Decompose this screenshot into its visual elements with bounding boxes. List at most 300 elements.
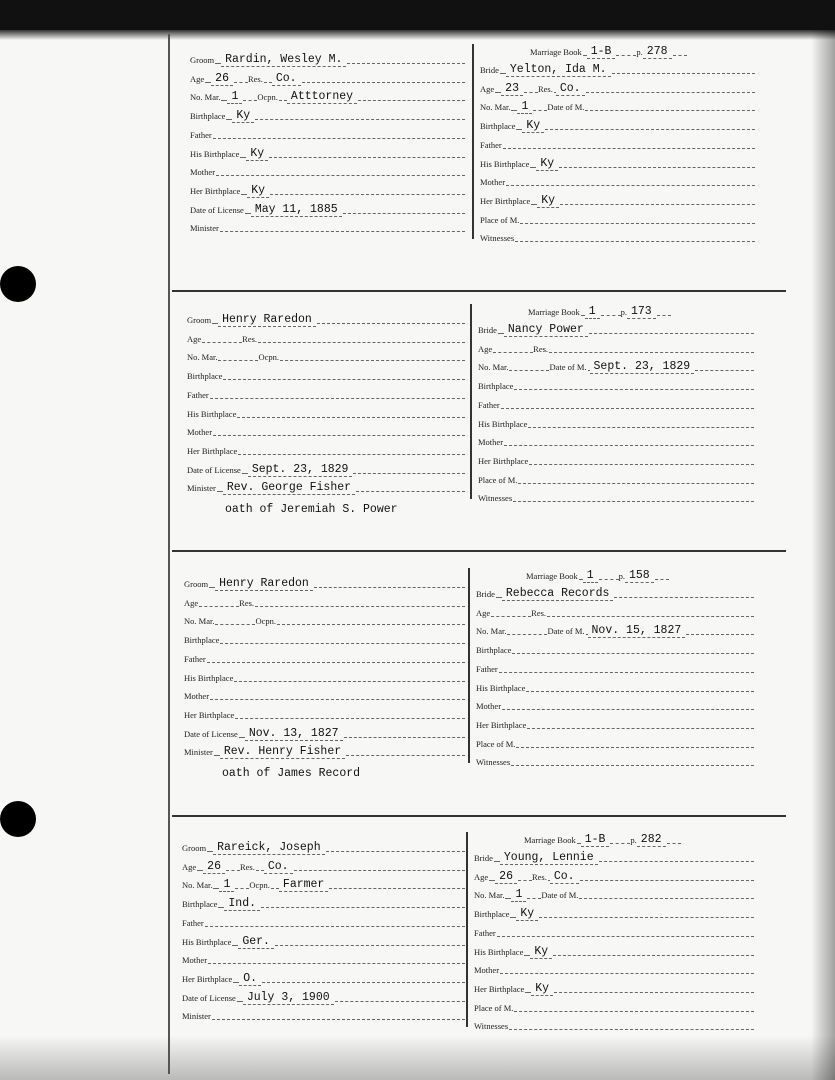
fill-line [210, 397, 465, 399]
fill-line [518, 879, 532, 881]
field-label: Age [187, 333, 202, 344]
fill-line [614, 596, 754, 598]
field-label: No. Mar. [182, 880, 213, 891]
bride-no-mar-row [480, 99, 755, 114]
field-label: Date of M. [549, 362, 587, 373]
fill-line [516, 746, 754, 748]
groom-age-row [187, 331, 465, 346]
groom-age-row [184, 595, 465, 610]
marriage-book-number: 1 [585, 305, 600, 319]
bride-place-of-m-row [474, 1000, 754, 1015]
bride-her-birthplace-row [480, 193, 755, 208]
groom-birthplace-value: Ky [232, 109, 254, 123]
field-label: Mother [474, 965, 500, 976]
field-label: Birthplace [474, 909, 510, 920]
field-label: Her Birthplace [187, 445, 238, 456]
field-label: Date of M. [547, 626, 585, 637]
groom-father-row [187, 387, 465, 402]
fill-line [271, 887, 279, 889]
groom-date-of-license-row [184, 726, 465, 741]
fill-line [539, 916, 754, 918]
fill-line [256, 869, 264, 871]
bride-name-value: Rebecca Records [502, 587, 614, 601]
fill-line [509, 369, 549, 371]
fill-line [616, 54, 636, 56]
fill-line [270, 193, 465, 195]
fill-line [218, 359, 258, 361]
field-label: His Birthplace [182, 936, 232, 947]
field-label: Her Birthplace [480, 195, 531, 206]
field-label: Her Birthplace [190, 185, 241, 196]
field-label: Minister [187, 483, 216, 494]
field-label: Groom [187, 315, 212, 325]
field-label: Res. [239, 597, 255, 608]
field-label: Bride [476, 589, 495, 599]
fill-line [589, 332, 754, 334]
field-label: Age [480, 83, 495, 94]
field-label: No. Mar. [476, 626, 507, 637]
scan-top-border [0, 0, 835, 30]
field-label: Res. [239, 861, 255, 872]
fill-line [329, 887, 465, 889]
bride-no-mar-date_of_m-value: Nov. 15, 1827 [588, 624, 686, 638]
bride-no-mar-row [478, 359, 754, 374]
field-label: His Birthplace [187, 408, 237, 419]
field-label: Her Birthplace [474, 983, 525, 994]
bride-name-value: Nancy Power [504, 323, 588, 337]
marriage-book-row [524, 832, 746, 847]
field-label: Birthplace [478, 381, 514, 392]
field-label: Res. [247, 73, 263, 84]
groom-minister-row [184, 744, 465, 759]
fill-line [220, 642, 465, 644]
bride-witnesses-row [480, 230, 755, 245]
groom-mother-row [182, 952, 465, 967]
groom-name-row [184, 576, 465, 591]
bride-place-of-m-row [478, 472, 754, 487]
fill-line [208, 962, 465, 964]
marriage-book-number: 1 [583, 569, 598, 583]
bride-name-value: Young, Lennie [500, 851, 598, 865]
bride-his-birthplace-value: Ky [530, 945, 552, 959]
groom-age-value: 26 [211, 72, 233, 86]
field-label: Father [474, 927, 496, 938]
field-label: Res. [533, 343, 549, 354]
field-label: Her Birthplace [476, 719, 527, 730]
fill-line [234, 680, 465, 682]
groom-minister-row [187, 480, 465, 495]
field-label: Groom [190, 55, 215, 65]
groom-date-of-license-row [190, 202, 465, 217]
groom-date-of-license-value: May 11, 1885 [251, 203, 342, 217]
bride-no-mar-date_of_m-value: Sept. 23, 1829 [590, 360, 695, 374]
fill-line [514, 388, 754, 390]
fill-line [599, 860, 754, 862]
field-label: Age [474, 871, 489, 882]
fill-line [497, 935, 754, 937]
fill-line [358, 99, 465, 101]
fill-line [560, 203, 755, 205]
bride-place-of-m-row [480, 212, 755, 227]
fill-line [317, 322, 465, 324]
fill-line [533, 109, 547, 111]
bride-his-birthplace-value: Ky [536, 157, 558, 171]
groom-his-birthplace-value: Ger. [238, 935, 274, 949]
fill-line [528, 426, 754, 428]
field-label: Place of M. [474, 1002, 514, 1013]
fill-line [527, 727, 754, 729]
groom-age-value: 26 [203, 860, 225, 874]
groom-name-row [190, 52, 465, 67]
fill-line [235, 887, 249, 889]
fill-line [526, 690, 754, 692]
field-label: His Birthplace [184, 672, 234, 683]
fill-line [237, 416, 465, 418]
fill-line [504, 444, 754, 446]
field-label: Witnesses [476, 757, 511, 768]
fill-line [216, 174, 465, 176]
groom-name-row [182, 840, 465, 855]
field-label: Father [478, 399, 500, 410]
field-label: Ocpn. [255, 616, 277, 627]
groom-her-birthplace-row [187, 443, 465, 458]
groom-no-mar-ocpn-value: Farmer [279, 878, 328, 892]
bride-mother-row [476, 698, 754, 713]
fill-line [202, 341, 242, 343]
field-label: Mother [478, 437, 504, 448]
groom-her-birthplace-row [190, 183, 465, 198]
fill-line [238, 453, 465, 455]
groom-minister-row [190, 220, 465, 235]
field-label: Age [184, 597, 199, 608]
fill-line [255, 605, 465, 607]
card-separator [172, 550, 786, 552]
field-label: No. Mar. [190, 92, 221, 103]
field-label: Father [480, 139, 502, 150]
fill-line [353, 472, 465, 474]
field-label: His Birthplace [474, 946, 524, 957]
marriage-book-page: 282 [637, 833, 666, 847]
marriage-book-row [526, 568, 746, 583]
fill-line [507, 633, 547, 635]
field-label: Groom [182, 843, 207, 853]
fill-line [511, 764, 754, 766]
groom-age-row [182, 859, 465, 874]
fill-line [235, 717, 465, 719]
groom-name-value: Henry Raredon [218, 313, 316, 327]
field-label: Marriage Book [530, 47, 582, 57]
bride-birthplace-row [474, 906, 754, 921]
card-separator [172, 815, 786, 817]
fill-line [493, 351, 533, 353]
groom-no-mar-row [187, 349, 465, 364]
bride-name-value: Yelton, Ida M. [506, 63, 611, 77]
field-label: Bride [480, 65, 499, 75]
bride-father-row [476, 661, 754, 676]
field-label: No. Mar. [480, 102, 511, 113]
fill-line [509, 1028, 754, 1030]
bride-no-mar-row [476, 623, 754, 638]
fill-line [586, 91, 755, 93]
groom-his-birthplace-row [184, 670, 465, 685]
marriage-book-row [530, 44, 747, 59]
bride-name-row [480, 62, 755, 77]
groom-no-mar-value: 1 [227, 90, 242, 104]
bride-birthplace-value: Ky [516, 907, 538, 921]
bride-age-row [478, 341, 754, 356]
groom-no-mar-row [182, 877, 465, 892]
field-label: Witnesses [478, 493, 513, 504]
fill-line [491, 615, 531, 617]
field-label: Groom [184, 579, 209, 589]
fill-line [226, 869, 240, 871]
fill-line [599, 578, 619, 580]
fill-line [499, 671, 754, 673]
field-label: Res. [242, 333, 258, 344]
fill-line [601, 314, 621, 316]
field-label: Birthplace [184, 635, 220, 646]
field-label: Date of License [187, 464, 241, 475]
field-label: p. [630, 835, 637, 845]
field-label: Marriage Book [524, 835, 576, 845]
bride-birthplace-value: Ky [522, 119, 544, 133]
fill-line [579, 897, 754, 899]
groom-no-mar-row [184, 613, 465, 628]
groom-father-row [182, 915, 465, 930]
bride-birthplace-row [480, 118, 755, 133]
card-divider [466, 832, 468, 1027]
field-label: Father [190, 129, 212, 140]
field-label: Witnesses [480, 233, 515, 244]
groom-date-of-license-value: Nov. 13, 1827 [245, 727, 343, 741]
bride-birthplace-row [476, 642, 754, 657]
marriage-book-number: 1-B [581, 833, 610, 847]
fill-line [518, 482, 754, 484]
fill-line [213, 434, 465, 436]
field-label: Age [478, 343, 493, 354]
field-label: No. Mar. [474, 890, 505, 901]
groom-no-mar-value: 1 [219, 878, 234, 892]
fill-line [326, 850, 465, 852]
groom-birthplace-value: Ind. [224, 897, 260, 911]
field-label: No. Mar. [187, 352, 218, 363]
scan-bottom-edge [0, 1035, 835, 1080]
fill-line [503, 147, 755, 149]
bride-place-of-m-row [476, 736, 754, 751]
bride-no-mar-value: 1 [511, 888, 526, 902]
bride-name-row [478, 322, 754, 337]
fill-line [514, 1010, 754, 1012]
field-label: Her Birthplace [182, 973, 233, 984]
record-note: oath of Jeremiah S. Power [225, 503, 398, 516]
groom-age-res-value: Co. [264, 860, 293, 874]
bride-mother-row [474, 962, 754, 977]
field-label: Father [476, 663, 498, 674]
groom-date-of-license-row [182, 990, 465, 1005]
fill-line [294, 869, 465, 871]
groom-name-value: Rardin, Wesley M. [221, 53, 346, 67]
field-label: Bride [474, 853, 493, 863]
groom-his-birthplace-row [190, 146, 465, 161]
groom-her-birthplace-value: O. [239, 972, 261, 986]
fill-line [347, 62, 465, 64]
field-label: Her Birthplace [184, 709, 235, 720]
fill-line [335, 1000, 465, 1002]
field-label: His Birthplace [480, 158, 530, 169]
bride-her-birthplace-row [474, 981, 754, 996]
fill-line [261, 906, 465, 908]
fill-line [520, 222, 755, 224]
fill-line [612, 72, 755, 74]
card-divider [472, 44, 474, 239]
fill-line [673, 54, 687, 56]
field-label: Mother [190, 167, 216, 178]
bride-age-row [474, 869, 754, 884]
bride-age-value: 26 [495, 870, 517, 884]
fill-line [255, 118, 465, 120]
field-label: Place of M. [478, 474, 518, 485]
groom-age-row [190, 71, 465, 86]
field-label: Marriage Book [528, 307, 580, 317]
field-label: Mother [476, 701, 502, 712]
bride-age-value: 23 [501, 82, 523, 96]
field-label: Mother [187, 427, 213, 438]
fill-line [585, 109, 755, 111]
fill-line [512, 652, 754, 654]
fill-line [344, 736, 465, 738]
fill-line [262, 981, 465, 983]
fill-line [524, 91, 538, 93]
marriage-book-number: 1-B [587, 45, 616, 59]
bride-mother-row [478, 434, 754, 449]
groom-birthplace-row [182, 896, 465, 911]
fill-line [275, 944, 465, 946]
groom-minister-row [182, 1008, 465, 1023]
bride-witnesses-row [474, 1018, 754, 1033]
fill-line [314, 586, 465, 588]
fill-line [279, 99, 287, 101]
groom-minister-value: Rev. Henry Fisher [220, 745, 345, 759]
field-label: Bride [478, 325, 497, 335]
field-label: Minister [184, 747, 213, 758]
field-label: Birthplace [480, 121, 516, 132]
fill-line [346, 754, 465, 756]
field-label: His Birthplace [190, 148, 240, 159]
field-label: Birthplace [187, 371, 223, 382]
field-label: Date of M. [541, 890, 579, 901]
bride-his-birthplace-row [476, 680, 754, 695]
fill-line [501, 407, 754, 409]
fill-line [502, 708, 754, 710]
field-label: Mother [182, 955, 208, 966]
record-note: oath of James Record [222, 767, 361, 780]
bride-father-row [480, 137, 755, 152]
groom-name-value: Henry Raredon [215, 577, 313, 591]
field-label: Mother [480, 177, 506, 188]
groom-no-mar-row [190, 89, 465, 104]
bride-name-row [476, 586, 754, 601]
groom-date-of-license-row [187, 462, 465, 477]
bride-his-birthplace-row [480, 156, 755, 171]
fill-line [686, 633, 754, 635]
bride-birthplace-row [478, 378, 754, 393]
fill-line [207, 661, 465, 663]
bride-her-birthplace-row [476, 717, 754, 732]
field-label: Ocpn. [258, 352, 280, 363]
fill-line [527, 897, 541, 899]
groom-father-row [190, 127, 465, 142]
bride-no-mar-row [474, 887, 754, 902]
field-label: Witnesses [474, 1021, 509, 1032]
card-divider [470, 304, 472, 499]
field-label: Ocpn. [249, 880, 270, 891]
field-label: Birthplace [190, 111, 226, 122]
field-label: Res. [531, 871, 547, 882]
card-separator [172, 290, 786, 292]
marriage-book-page: 158 [625, 569, 654, 583]
fill-line [243, 99, 257, 101]
field-label: No. Mar. [478, 362, 509, 373]
groom-her-birthplace-row [184, 707, 465, 722]
groom-name-row [187, 312, 465, 327]
bride-name-row [474, 850, 754, 865]
field-label: Mother [184, 691, 210, 702]
field-label: Birthplace [476, 645, 512, 656]
field-label: Date of License [182, 992, 236, 1003]
groom-mother-row [187, 424, 465, 439]
card-divider [468, 568, 470, 763]
bride-age-row [476, 605, 754, 620]
field-label: Birthplace [182, 899, 218, 910]
fill-line [199, 605, 239, 607]
fill-line [258, 341, 465, 343]
bride-his-birthplace-row [474, 944, 754, 959]
bride-father-row [478, 397, 754, 412]
groom-no-mar-ocpn-value: Atttorney [287, 90, 357, 104]
field-label: p. [620, 307, 627, 317]
groom-birthplace-row [187, 368, 465, 383]
marriage-book-page: 173 [627, 305, 656, 319]
field-label: His Birthplace [476, 682, 526, 693]
groom-father-row [184, 651, 465, 666]
fill-line [513, 500, 754, 502]
fill-line [554, 991, 754, 993]
field-label: Res. [531, 607, 547, 618]
fill-line [220, 230, 465, 232]
groom-birthplace-row [190, 108, 465, 123]
fill-line [210, 698, 465, 700]
fill-line [580, 879, 754, 881]
groom-birthplace-row [184, 632, 465, 647]
fill-line [506, 184, 755, 186]
fill-line [655, 578, 669, 580]
marriage-book-page: 278 [643, 45, 672, 59]
field-label: Res. [537, 83, 553, 94]
groom-his-birthplace-row [182, 934, 465, 949]
fill-line [223, 378, 465, 380]
bride-her-birthplace-value: Ky [531, 982, 553, 996]
bride-her-birthplace-value: Ky [537, 194, 559, 208]
scan-right-edge [811, 30, 835, 1080]
field-label: Father [187, 389, 209, 400]
groom-mother-row [184, 688, 465, 703]
field-label: His Birthplace [478, 418, 528, 429]
fill-line [356, 490, 465, 492]
groom-date-of-license-value: Sept. 23, 1829 [248, 463, 353, 477]
fill-line [213, 137, 465, 139]
bride-mother-row [480, 174, 755, 189]
fill-line [500, 972, 754, 974]
